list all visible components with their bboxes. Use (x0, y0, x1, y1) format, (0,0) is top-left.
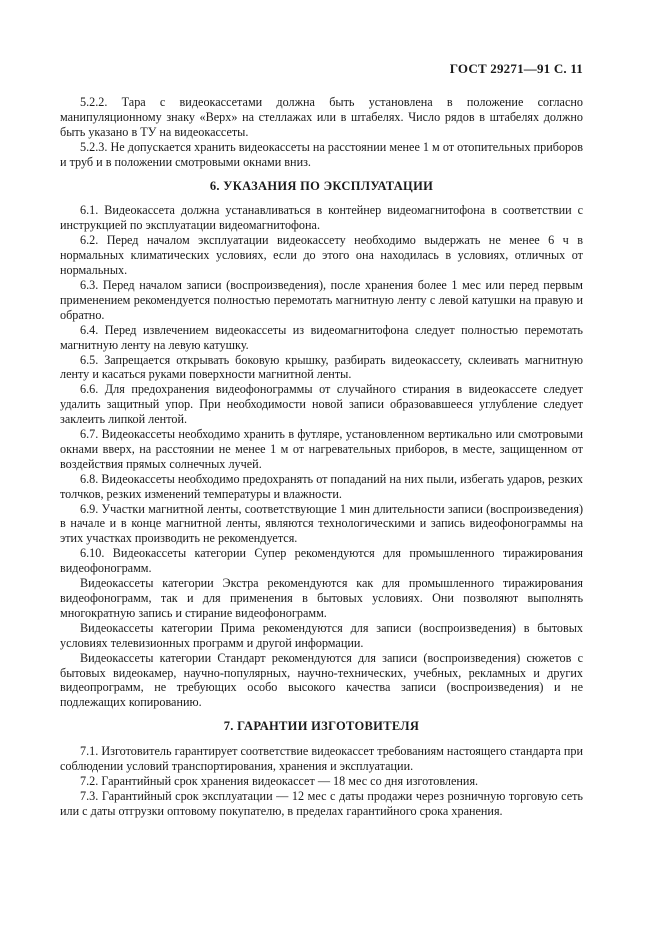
paragraph-prima: Видеокассеты категории Прима рекомендуются для записи (воспроизведения) в бытовых условиях телевизионных программ и другой информации. (60, 620, 583, 650)
running-header: ГОСТ 29271—91 С. 11 (449, 61, 583, 76)
paragraph-6-1: 6.1. Видеокассета должна устанавливаться в контейнер видеомагнитофона в соответствии с инструкцией по эксплуатации видеомагнитофона. (60, 203, 583, 233)
paragraph-6-10: 6.10. Видеокассеты категории Супер рекомендуются для промышленного тиражирования видеофонограмм. (60, 546, 583, 576)
document-body (60, 95, 583, 819)
paragraph-5-2-2: 5.2.2. Тара с видеокассетами должна быть установлена в положение согласно манипуляционному знаку «Верх» на стеллажах или в штабелях. Число рядов в штабелях должно быть указано в ТУ на видеокассеты. (60, 95, 583, 139)
paragraph-6-6: 6.6. Для предохранения видеофонограммы от случайного стирания в видеокассете следует удалить защитный упор. При необходимости новой записи образовавшееся углубление следует заклеить липкой лентой. (60, 382, 583, 427)
paragraph-7-3: 7.3. Гарантийный срок эксплуатации — 12 мес с даты продажи через розничную торговую сеть или с даты отгрузки оптовому покупателю, в пределах гарантийного срока хранения. (60, 788, 583, 818)
paragraph-6-3: 6.3. Перед началом записи (воспроизведения), после хранения более 1 мес или перед первым применением рекомендуется полностью перемотать магнитную ленту с левой катушки на правую и обратно. (60, 277, 583, 322)
paragraph-6-5: 6.5. Запрещается открывать боковую крышку, разбирать видеокассету, склеивать магнитную ленту и касаться руками поверхности магнитной ленты. (60, 352, 583, 382)
paragraph-extra: Видеокассеты категории Экстра рекомендуются как для промышленного тиражирования видеофонограмм, так и для применения в бытовых условиях. Они позволяют выполнять многократную запись и стирание видеофонограмм. (60, 576, 583, 620)
paragraph-6-8: 6.8. Видеокассеты необходимо предохранять от попаданий на них пыли, избегать ударов, резких толчков, резких изменений температуры и влажности. (60, 471, 583, 501)
section-7-heading: 7. ГАРАНТИИ ИЗГОТОВИТЕЛЯ (223, 719, 420, 734)
paragraph-7-1: 7.1. Изготовитель гарантирует соответствие видеокассет требованиям настоящего стандарта при соблюдении условий транспортирования, хранения и эксплуатации. (60, 744, 583, 774)
paragraph-5-2-3: 5.2.3. Не допускается хранить видеокассеты на расстоянии менее 1 м от отопительных приборов и труб и в положении смотровыми окнами вниз. (60, 139, 583, 169)
paragraph-7-2: 7.2. Гарантийный срок хранения видеокассет — 18 мес со дня изготовления. (80, 773, 479, 788)
paragraph-6-9: 6.9. Участки магнитной ленты, соответствующие 1 мин длительности записи (воспроизведения) в начале и в конце магнитной ленты, являются технологическими и запись видеофонограммы на этих участках производить не рекомендуется. (60, 501, 583, 546)
paragraph-6-4: 6.4. Перед извлечением видеокассеты из видеомагнитофона следует полностью перемотать магнитную ленту на левую катушку. (60, 322, 583, 352)
paragraph-6-7: 6.7. Видеокассеты необходимо хранить в футляре, установленном вертикально или смотровыми окнами вверх, на расстоянии не менее 1 м от нагревательных приборов, в месте, защищенном от воздействия прямых солнечных лучей. (60, 427, 583, 471)
section-6-heading: 6. УКАЗАНИЯ ПО ЭКСПЛУАТАЦИИ (209, 178, 434, 193)
paragraph-6-2: 6.2. Перед началом эксплуатации видеокассету необходимо выдержать не менее 6 ч в нормальных климатических условиях, если до этого она находилась в условиях, отличных от нормальных. (60, 233, 583, 278)
paragraph-standart: Видеокассеты категории Стандарт рекомендуются для записи (воспроизведения) сюжетов с бытовых видеокамер, научно-популярных, научно-технических, учебных, рекламных и других видеопрограмм, не требующих особо высокого качества записи (воспроизведения) и не подлежащих копированию. (60, 650, 583, 710)
